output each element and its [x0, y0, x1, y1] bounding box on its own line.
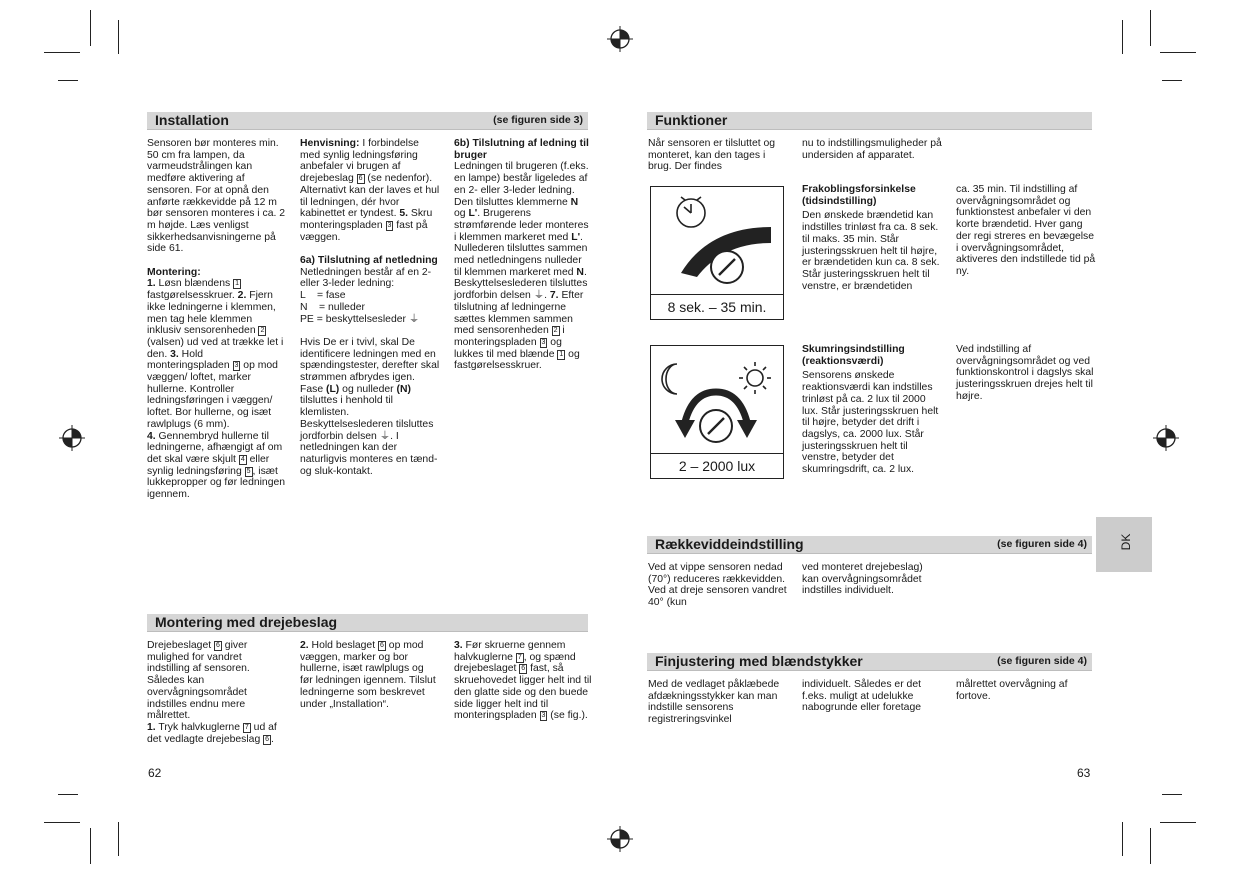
- finjustering-column-2: individuelt. Således er det f.eks. muligt at udelukke nabogrunde eller foretage: [802, 679, 922, 714]
- part-number-badge: 3: [541, 338, 546, 346]
- crop-mark: [44, 822, 80, 823]
- frakobling-text: Den ønskede brændetid kan indstilles trinløst fra ca. 8 sek. til maks. 35 min. Står justeringsskruen helt til højre, er brændetiden kun ca. 8 sek. Står justeringsskruen helt til venstre, er brændetiden: [802, 210, 940, 292]
- frakobling-column: [802, 184, 942, 292]
- montering-heading: Montering:: [147, 266, 201, 278]
- drejebeslag-column-2: 2. Hold beslaget 6 op mod væggen, marker og bor hullerne, isæt rawlplugs og før ledningen igennem. Tilslut ledningerne som beskrevet under „Installation“.: [300, 640, 436, 710]
- drejebeslag-column-3: 3. Før skruerne gennem halvkuglerne 7 , og spænd drejebeslaget 6 fast, så skruehovedet ligger helt ind til den glatte side og den buede side ligger helt ind til monteringspladen 3 (se fig.).: [454, 640, 592, 722]
- crop-mark: [1162, 794, 1182, 795]
- subheading-6a: 6a) Tilslutning af netledning: [300, 255, 438, 267]
- wire-legend-l: L = fase: [300, 290, 346, 302]
- subheading-frakobling: Frakoblingsforsinkelse (tidsindstilling): [802, 184, 916, 207]
- crop-mark: [1122, 822, 1123, 856]
- crop-mark: [1160, 822, 1196, 823]
- arrow-right-icon: [737, 420, 757, 438]
- part-number-badge: 2: [260, 327, 265, 335]
- part-number-badge: 4: [240, 455, 245, 463]
- language-tab-label: DK: [1119, 533, 1133, 551]
- figure-reference: (se figuren side 3): [493, 114, 583, 126]
- part-number-badge: 6: [216, 642, 220, 649]
- part-number-badge: 5: [246, 467, 251, 475]
- section-title: Rækkeviddeindstilling: [655, 536, 804, 552]
- part-number-badge: 2: [553, 327, 558, 335]
- raekkevidde-column-1: Ved at vippe sensoren nedad (70°) reduceres rækkevidden. Ved at dreje sensoren vandret 40° (kun: [648, 562, 787, 609]
- netledning-text: Netledningen består af en 2- eller 3-leder ledning:: [300, 266, 432, 290]
- figure-caption: 8 sek. – 35 min.: [651, 294, 783, 319]
- installation-header: [147, 112, 588, 130]
- section-title: Installation: [155, 112, 229, 128]
- funktioner-intro-1: Når sensoren er tilsluttet og monteret, kan den tages i brug. Der findes: [648, 138, 776, 173]
- registration-mark-icon: [607, 826, 633, 852]
- arrow-left-icon: [675, 420, 695, 438]
- funktioner-header: [647, 112, 1092, 130]
- part-number-badge: 1: [559, 350, 564, 358]
- finjustering-column-3: målrettet overvågning af fortove.: [956, 679, 1068, 702]
- figure-caption: 2 – 2000 lux: [651, 453, 783, 478]
- crop-mark: [1122, 20, 1123, 54]
- part-number-badge: 3: [387, 221, 392, 229]
- part-number-badge: 6: [358, 175, 363, 183]
- section-title: Funktioner: [655, 112, 728, 128]
- part-number-badge: 3: [541, 712, 546, 720]
- lux-dial-illustration: [651, 346, 782, 452]
- page-number-right: 63: [1077, 766, 1091, 780]
- installation-column-2: [300, 138, 440, 477]
- adjustment-screw-icon: [700, 410, 732, 442]
- ground-icon: ⏚: [408, 313, 420, 325]
- registration-mark-icon: [1153, 425, 1179, 451]
- adjustment-screw-icon: [711, 251, 743, 283]
- crop-mark: [90, 10, 91, 46]
- frakobling-continued: ca. 35 min. Til indstilling af overvågningsområdet og funktionstest anbefaler vi den korte brændetid. Hver gang der regi streres en bevægelse i overvågningsområdet, aktiveres den indstillede tid på ny.: [956, 184, 1096, 277]
- section-title: Finjustering med blændstykker: [655, 653, 863, 669]
- installation-column-1: [147, 138, 287, 501]
- figure-reference: (se figuren side 4): [997, 655, 1087, 667]
- crop-mark: [58, 794, 78, 795]
- registration-mark-icon: [59, 425, 85, 451]
- wire-legend-pe: PE = beskyttelsesleder ⏚: [300, 313, 420, 325]
- montering-steps: 1. Løsn blændens 1 fastgørelsesskruer. 2. Fjern ikke ledningerne i klemmen, men tag hele klemmen inklusiv sensorenheden 2 (valsen) ud ved at trække let i den. 3. Hold monteringspladen 3 op mod væggen/ loftet, marker hullerne. Kontroller ledningsføringen i væggen/ loftet. Bor hullerne, og isæt rawlplugs (6 mm). 4. Gennembryd hullerne til ledningerne, afhængigt af om det skal være skjult 4 eller synlig ledningsføring 5 , isæt lukkepropper og før ledningen igennem.: [147, 278, 286, 501]
- time-setting-figure: [650, 186, 784, 320]
- skumring-continued: Ved indstilling af overvågningsområdet og ved funktionskontrol i dagslys skal justeringsskruen drejes helt til højre.: [956, 344, 1094, 402]
- wire-legend-n: N = nulleder: [300, 301, 365, 313]
- crop-mark: [118, 822, 119, 856]
- ground-icon: ⏚: [379, 430, 391, 442]
- crop-mark: [118, 20, 119, 54]
- installation-column-3: [454, 138, 592, 372]
- crop-mark: [44, 52, 80, 53]
- drejebeslag-column-1: Drejebeslaget 6 giver mulighed for vandret indstilling af sensoren. Således kan overvågningsområdet indstilles endnu mere målrettet. 1. Tryk halvkuglerne 7 ud af det vedlagte drejebeslag 6 .: [147, 640, 277, 745]
- finjustering-header: [647, 653, 1092, 671]
- finjustering-column-1: Med de vedlaget påklæbede afdækningsstykker kan man indstille sensorens registreringsvinkel: [648, 679, 780, 726]
- montering-drejebeslag-header: [147, 614, 588, 632]
- raekkevidde-header: [647, 536, 1092, 554]
- lux-setting-figure: [650, 345, 784, 479]
- crop-mark: [1160, 52, 1196, 53]
- henvisning-text: Henvisning: I forbindelse med synlig ledningsføring anbefaler vi brugen af drejebeslag 6 (se nedenfor). Alternativt kan der laves et hul til ledningen, dér hvor kabinettet er tyndest. 5. Skru monteringspladen 3 fast på væggen.: [300, 138, 440, 243]
- part-number-badge: 1: [235, 280, 239, 288]
- skumring-column: [802, 344, 942, 476]
- funktioner-intro-2: nu to indstillingsmuligheder på undersiden af apparatet.: [802, 138, 942, 161]
- intro-text: Sensoren bør monteres min. 50 cm fra lampen, da varmeudstrålingen kan medføre aktivering af sensoren. For at opnå den anførte rækkevidde på 12 m bør sensoren monteres i ca. 2 m højde. Læs venligst sikkerhedsanvisningerne på side 61.: [147, 138, 286, 255]
- page-number-left: 62: [148, 766, 162, 780]
- clock-icon: [677, 197, 705, 227]
- bruger-text: Ledningen til brugeren (f.eks. en lampe) består ligeledes af en 2- eller 3-leder ledning. Den tilsluttes klemmerne N og L'. Brugerens strømførende leder monteres i klemmen markeret med L'. Nullederen tilsluttes sammen med netledningens nulleder til klemmen markeret med N. Beskyttelseslederen tilsluttes jordforbin delsen ⏚. 7. Efter tilslutning af ledningerne sættes klemmen sammen med sensorenheden 2 i monteringspladen 3 og lukkes til med blænde 1 og fastgørelsesskruer.: [454, 161, 589, 372]
- raekkevidde-column-2: ved monteret drejebeslag) kan overvågningsområdet indstilles individuelt.: [802, 562, 923, 597]
- skumring-text: Sensorens ønskede reaktionsværdi kan indstilles trinløst på ca. 2 lux til 2000 lux. Står justeringsskruen helt til højre, betyder det drift i dagslys, ca. 2000 lux. Står justeringsskruen helt til venstre, betyder det skumringsdrift, ca. 2 lux.: [802, 370, 939, 476]
- section-title: Montering med drejebeslag: [155, 614, 338, 630]
- crop-mark: [58, 80, 78, 81]
- language-tab: [1096, 517, 1152, 572]
- time-dial-illustration: [651, 187, 782, 293]
- subheading-6b: 6b) Tilslutning af ledning til bruger: [454, 138, 589, 161]
- ground-icon: ⏚: [533, 290, 545, 302]
- moon-icon: [662, 364, 677, 394]
- part-number-badge: 7: [244, 723, 249, 731]
- part-number-badge: 6: [521, 665, 526, 673]
- crop-mark: [1150, 828, 1151, 864]
- part-number-badge: 3: [234, 362, 239, 370]
- sun-icon: [739, 362, 771, 394]
- crop-mark: [1150, 10, 1151, 46]
- crop-mark: [90, 828, 91, 864]
- part-number-badge: 6: [265, 735, 270, 743]
- registration-mark-icon: [607, 26, 633, 52]
- subheading-skumring: Skumringsindstilling (reaktionsværdi): [802, 344, 905, 367]
- part-number-badge: 7: [517, 653, 522, 661]
- crop-mark: [1162, 80, 1182, 81]
- part-number-badge: 6: [380, 642, 384, 649]
- figure-reference: (se figuren side 4): [997, 538, 1087, 550]
- hvis-tvivl-text: Hvis De er i tvivl, skal De identificere ledningen med en spændingstester, derefter skal strømmen afbrydes igen. Fase (L) og nulleder (N) tilsluttes i henhold til klemlisten. Beskyttelseslederen tilsluttes jordforbin delsen ⏚. I netledningen kan der naturligvis monteres en tænd- og sluk-kontakt.: [300, 336, 440, 477]
